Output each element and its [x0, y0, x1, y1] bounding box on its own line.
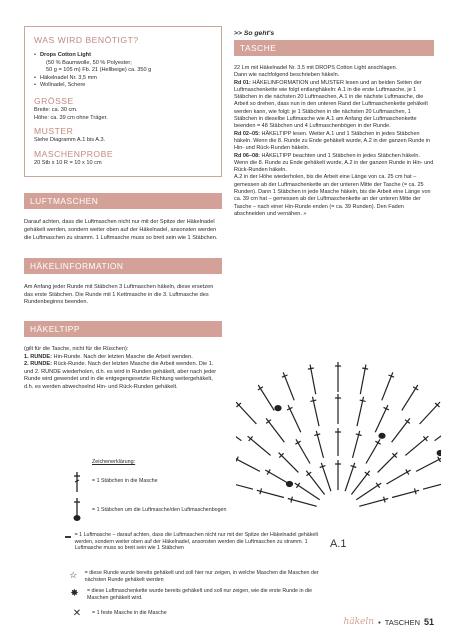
instructions-round-1: Rd 01: HÄKELINFORMATION und MUSTER lesen und an beiden Seiten der Luftmaschenkette wie folgt entlanghäkeln: A.1 in die erste Luftmasche, je 1 Stäbchen in die nächsten 20 Luftmaschen, A.1 in die nächste Luftmasche, die Arbeit so drehen, dass nun in den unteren Rand der Luftmaschenkette gehäkelt werden kann, wie folgt: je 1 Stäbchen in die nächsten 20 Luftmaschen, 1 Stäbchen in dieselbe Luftmasche wie A.1 am Anfang der Luftmaschenkette beenden = 48 Stäbchen und 4 Luftmaschenbögen in der Runde. — [234, 79, 428, 130]
material-yarn-detail-2: 50 g = 105 m) Fb. 21 (Hellbeige) ca. 350 g — [46, 67, 152, 74]
legend-item-round-done: ☆ = diese Runde wurde bereits gehäkelt und soll hier nur zeigen, in welche Maschen die Maschen der nächsten Runde gehäkelt werden — [62, 570, 322, 583]
diagram-stitch — [376, 483, 379, 488]
diagram-stitch — [314, 434, 320, 436]
diagram-stitch — [360, 400, 366, 401]
diagram-stitch — [310, 400, 316, 401]
materials-list — [34, 52, 212, 90]
diagram-stitch — [356, 434, 362, 436]
single-crochet-icon: ✕ — [72, 608, 82, 619]
diagram-label: A.1 — [330, 538, 347, 550]
double-crochet-around-icon — [62, 498, 92, 522]
footer-section: TASCHEN — [384, 617, 420, 627]
instructions-body — [234, 65, 434, 218]
diagram-stitch — [236, 458, 260, 472]
diagram-stitch-base — [379, 433, 385, 438]
right-column — [234, 30, 434, 218]
crochet-diagram-a1 — [236, 352, 441, 552]
instructions-p2: Dann wie nachfolgend beschrieben häkeln. — [234, 72, 340, 79]
left-column — [24, 26, 222, 391]
pattern-title: MUSTER — [34, 126, 74, 137]
gauge-title: MASCHENPROBE — [34, 148, 114, 159]
instructions-heading: >> So geht's — [234, 30, 275, 37]
chain-stitch-icon — [62, 532, 75, 542]
gauge-text: 20 Stb x 10 R = 10 x 10 cm — [34, 159, 102, 166]
diagram-stitch — [423, 482, 441, 490]
yarn-name: Drops Cotton Light — [40, 52, 91, 58]
materials-title: WAS WIRD BENÖTIGT? — [34, 35, 139, 45]
diagram-stitch — [415, 488, 417, 494]
size-height: Höhe: ca. 39 cm ohne Träger. — [34, 114, 108, 121]
material-tools: • Wollnadel, Schere — [34, 82, 212, 90]
info-text: Am Anfang jeder Runde mit Stäbchen 3 Luftmaschen häkeln, diese ersetzen das erste Stäbchen. Die Runde mit 1 Kettmasche in die 3. Luftmasche des Rundenbeginns beenden. — [24, 284, 214, 306]
bag-banner: TASCHE — [234, 40, 434, 56]
tip-banner: HÄKELTIPP — [24, 321, 222, 337]
instructions-round-6: Rd 06–08: HÄKELTIPP beachten und 1 Stäbchen in jedes Stäbchen häkeln. Wenn die 8. Runde zu Ende gehäkelt wurde, A.2 in der ganzen Runde in Hin- und Rück-Runden häkeln. — [234, 152, 434, 174]
legend-item-dc-around: = 1 Stäbchen um die Luftmasche/den Luftmaschenbogen — [62, 498, 322, 522]
info-banner: HÄKELINFORMATION — [24, 258, 222, 274]
pattern-text: Siehe Diagramm A.1 bis A.3. — [34, 137, 106, 144]
material-yarn — [34, 52, 212, 60]
materials-box — [24, 26, 222, 177]
legend-title: Zeichenerklärung: — [92, 459, 136, 465]
size-title: GRÖSSE — [34, 95, 74, 106]
legend-item-chain: = 1 Luftmasche – darauf achten, dass die Luftmaschen nicht nur mit der Spitze der Häkelnadel gehäkelt werden, sondern weiter oben auf der Häkelnadel, ansonsten werden die Luftmaschen zu stramm. 1 Luftmasche muss so breit sein wie 1 Stäbchen — [62, 532, 322, 552]
double-crochet-icon — [62, 472, 92, 492]
material-yarn-detail-1: (50 % Baumwolle, 50 % Polyester; — [46, 59, 132, 66]
diagram-stitch — [362, 368, 368, 369]
brand-logo: häkeln — [343, 617, 375, 627]
footer-dot: • — [378, 617, 381, 627]
instructions-p3: A.2 in der Höhe wiederholen, bis die Arbeit eine Länge von ca. 25 cm hat – gemessen ab der Luftmaschenkette an der unteren Mitte der Tasche (= ca. 25 Runden). Dann 1 Stäbchen in jede Masche häkeln, bis die Arbeit eine Länge von ca. 39 cm hat – gemessen ab der Luftmaschenkette an der unteren Mitte der Tasche – nach einer Hin-Runde enden (= ca. 39 Runden). Den Faden abschneiden und vernähen. » — [234, 174, 431, 217]
size-width: Breite: ca. 30 cm. — [34, 106, 78, 113]
diagram-stitch — [416, 458, 441, 472]
star-filled-icon: ✸ — [70, 588, 79, 599]
diagram-stitch-base — [437, 451, 441, 456]
diagram-stitch — [435, 423, 441, 441]
page-number: 51 — [423, 617, 434, 627]
tip-intro: (gilt für die Tasche, nicht für die Rüschen): — [24, 345, 129, 352]
page-footer — [343, 617, 434, 627]
chain-text: Darauf achten, dass die Luftmaschen nicht nur mit der Spitze der Häkelnadel gehäkelt werden, sondern weiter oben auf der Häkelnadel, ansonsten werden die Luftmaschen zu stramm. 1 Luftmasche muss so breit sein wie 1 Stäbchen. — [24, 219, 218, 241]
diagram-stitch — [308, 368, 314, 369]
tip-round-2: 2. RUNDE: Rück-Runde. Nach der letzten Masche die Arbeit wenden. Die 1. und 2. RUNDE wiederholen, d.h. es wird in Runden gehäkelt, aber nach jeder Runde wird gewendet und in die entgegengesetzte Richtung weitergehäkelt, d.h. es werden abwechselnd Hin- und Rück-Runden gehäkelt. — [24, 361, 217, 390]
diagram-stitch — [236, 423, 241, 441]
chain-banner: LUFTMASCHEN — [24, 193, 222, 209]
diagram-stitch-base — [275, 406, 281, 411]
legend-item-dc: = 1 Stäbchen in die Masche — [62, 472, 322, 492]
tip-round-1: 1. RUNDE: Hin-Runde. Nach der letzten Masche die Arbeit wenden. — [24, 353, 193, 360]
instructions-p1: 22 Lm mit Häkelnadel Nr. 3.5 mit DROPS Cotton Light anschlagen. — [234, 65, 398, 71]
instructions-round-2: Rd 02–05: HÄKELTIPP lesen. Weiter A.1 und 1 Stäbchen in jedes Stäbchen häkeln. Wenn die 8. Runde zu Ende gehäkelt wurde, A.2 in der ganzen Runde in Hin- und Rück-Runden häkeln. — [234, 130, 431, 152]
legend-item-chain-done: ✸ = diese Luftmaschenkette wurde bereits gehäkelt und soll nur zeigen, wie die erste Runde in die Maschen gehäkelt wird. — [62, 588, 322, 601]
legend-item-sc: ✕ = 1 feste Masche in die Masche — [62, 610, 322, 617]
star-outline-icon: ☆ — [69, 570, 78, 580]
diagram-stitch — [384, 497, 386, 503]
material-hook: • Häkelnadel Nr. 3,5 mm — [34, 75, 212, 83]
